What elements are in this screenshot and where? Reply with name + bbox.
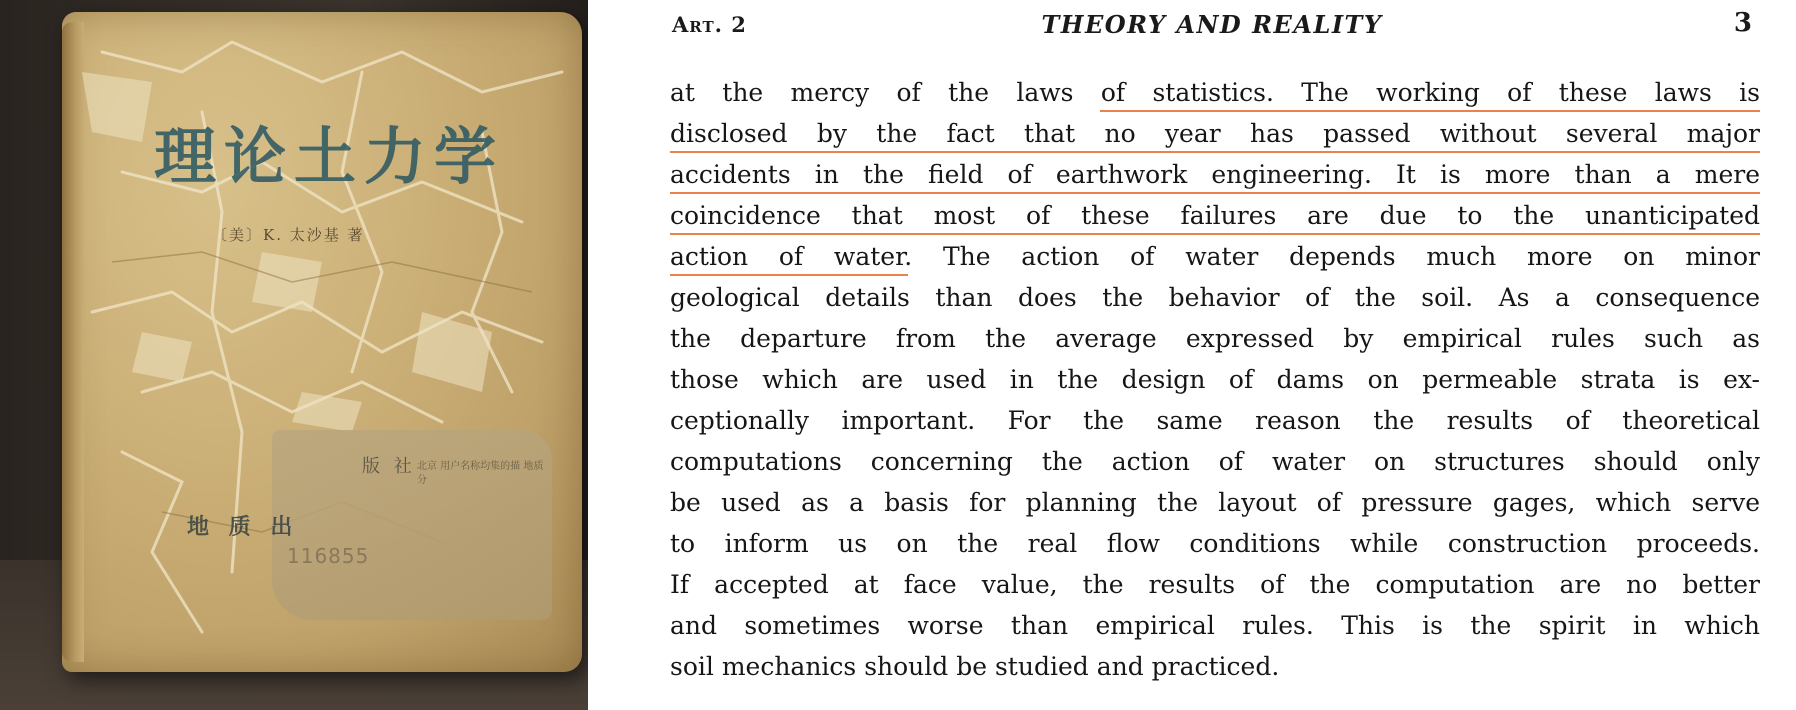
text-line: and sometimes worse than empirical rules. This is the spirit in which	[670, 611, 1760, 640]
text-line: computations concerning the action of water on structures should only	[670, 447, 1760, 476]
running-head	[672, 8, 1752, 44]
text-line: accidents in the field of earthwork engineering. It is more than a mere	[670, 160, 1760, 189]
running-head-title: THEORY AND REALITY	[1041, 10, 1383, 39]
cover-fine-print: 北京 用户名称均集的描 地质分	[417, 461, 544, 486]
cover-title: 理论土力学	[154, 120, 505, 193]
book-cover	[62, 12, 582, 672]
page-number: 3	[1733, 8, 1752, 38]
running-head-article: Art. 2	[672, 12, 747, 37]
cover-publisher-suffix: 版 社	[362, 456, 416, 477]
text-line: soil mechanics should be studied and practiced.	[670, 652, 1280, 681]
book-cover-photo	[0, 0, 588, 710]
cover-author: 〔美〕K. 太沙基 著	[212, 226, 365, 244]
text-line: disclosed by the fact that no year has passed without several major	[670, 119, 1760, 148]
scanned-page	[640, 0, 1790, 710]
text-line: at the mercy of the laws of statistics. The working of these laws is	[670, 78, 1760, 107]
text-line: ceptionally important. For the same reason the results of theoretical	[670, 406, 1760, 435]
cover-catalog-number: 116855	[287, 544, 370, 568]
cover-publisher: 地 质 出	[187, 515, 299, 540]
text-line: If accepted at face value, the results of the computation are no better	[670, 570, 1760, 599]
text-line: the departure from the average expressed by empirical rules such as	[670, 324, 1760, 353]
page-body	[670, 78, 1760, 693]
text-line: be used as a basis for planning the layout of pressure gages, which serve	[670, 488, 1760, 517]
text-line: geological details than does the behavior of the soil. As a consequence	[670, 283, 1760, 312]
text-line: coincidence that most of these failures are due to the unanticipated	[670, 201, 1760, 230]
text-line: those which are used in the design of dams on permeable strata is ex-	[670, 365, 1760, 394]
text-line: to inform us on the real flow conditions while construction proceeds.	[670, 529, 1760, 558]
text-line: action of water. The action of water depends much more on minor	[670, 242, 1760, 271]
